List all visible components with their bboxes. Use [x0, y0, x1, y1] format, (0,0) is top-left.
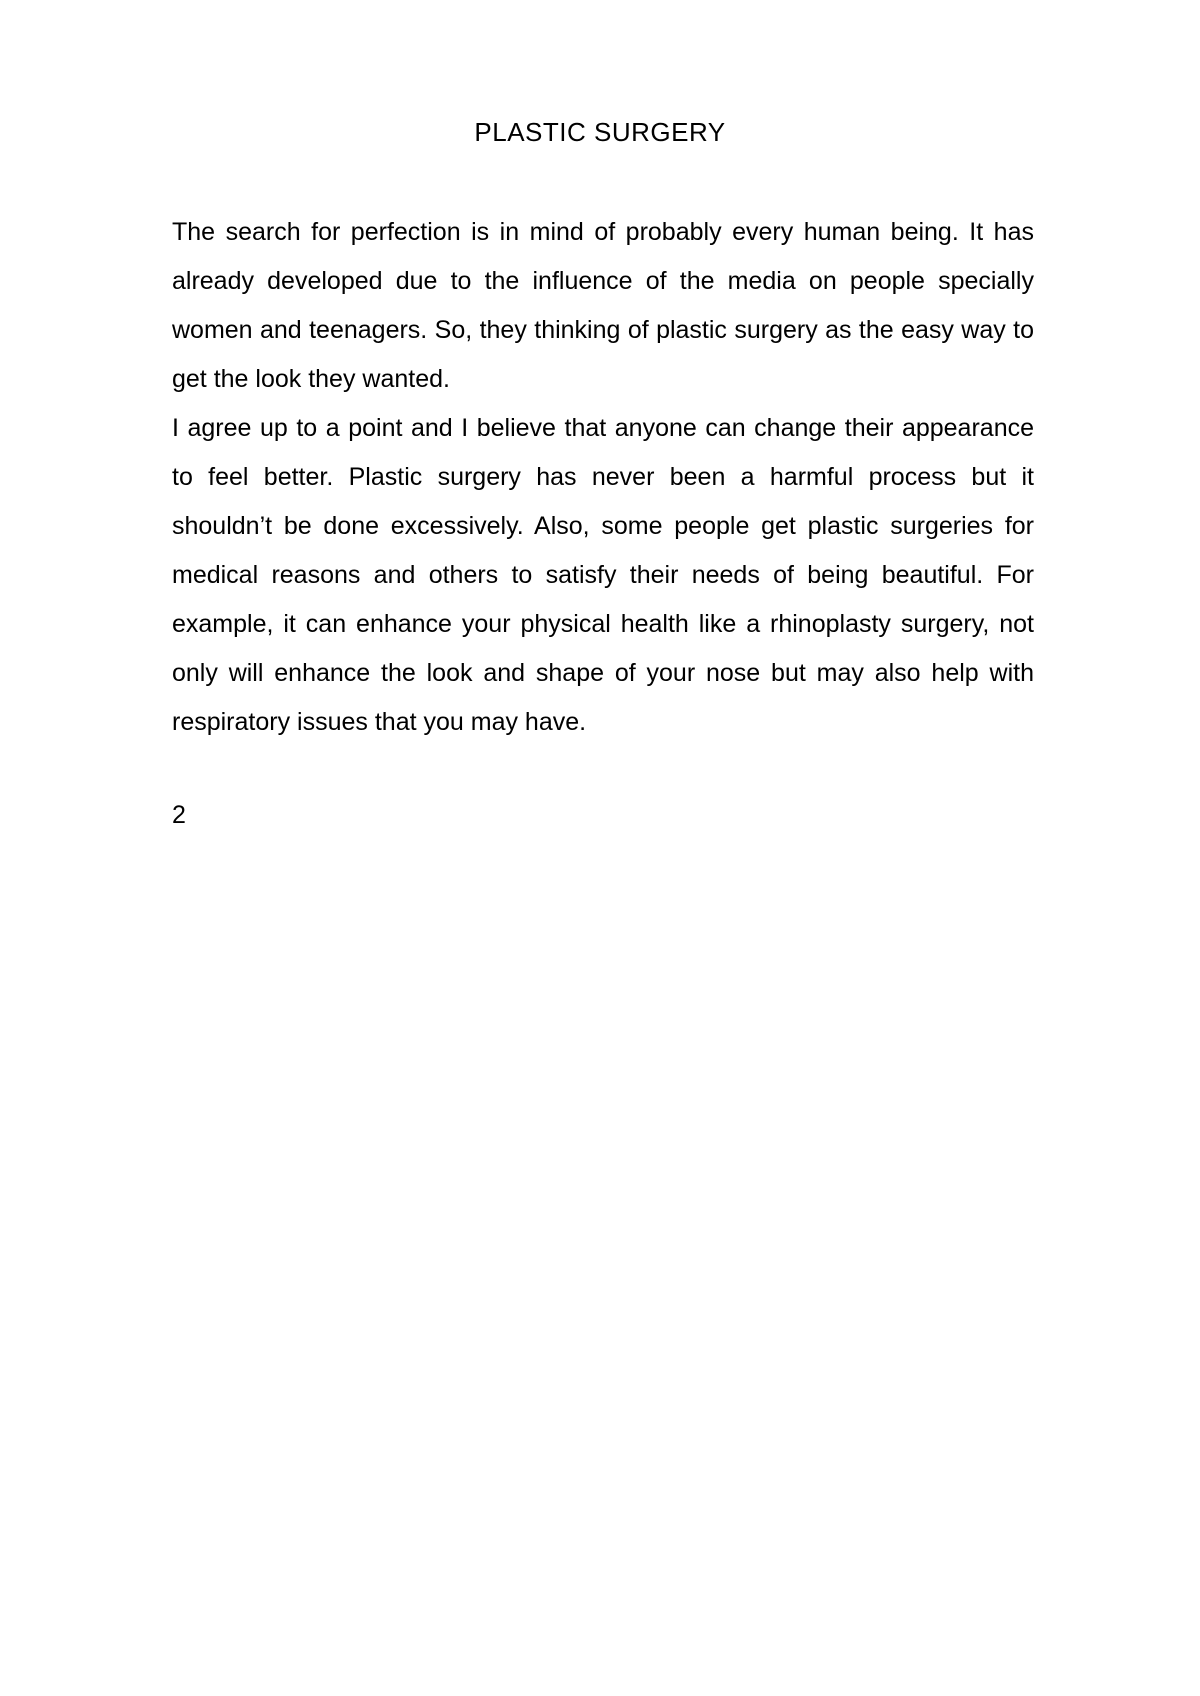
paragraph-2: I agree up to a point and I believe that anyone can change their appearance to feel better. Plastic surgery has never been a harmful process but it shouldn’t be done excessively. Also, some people get plastic surgeries for medical reasons and others to satisfy their needs of being beautiful. For example, it can enhance your physical health like a rhinoplasty surgery, not only will enhance the look and shape of your nose but may also help with respiratory issues that you may have.: [172, 414, 1034, 736]
page-number: 2: [172, 801, 186, 829]
document-title: PLASTIC SURGERY: [474, 117, 726, 147]
document-body: [172, 208, 1034, 747]
paragraph-1: The search for perfection is in mind of probably every human being. It has already developed due to the influence of the media on people specially women and teenagers. So, they thinking of plastic surgery as the easy way to get the look they wanted.: [172, 218, 1034, 393]
